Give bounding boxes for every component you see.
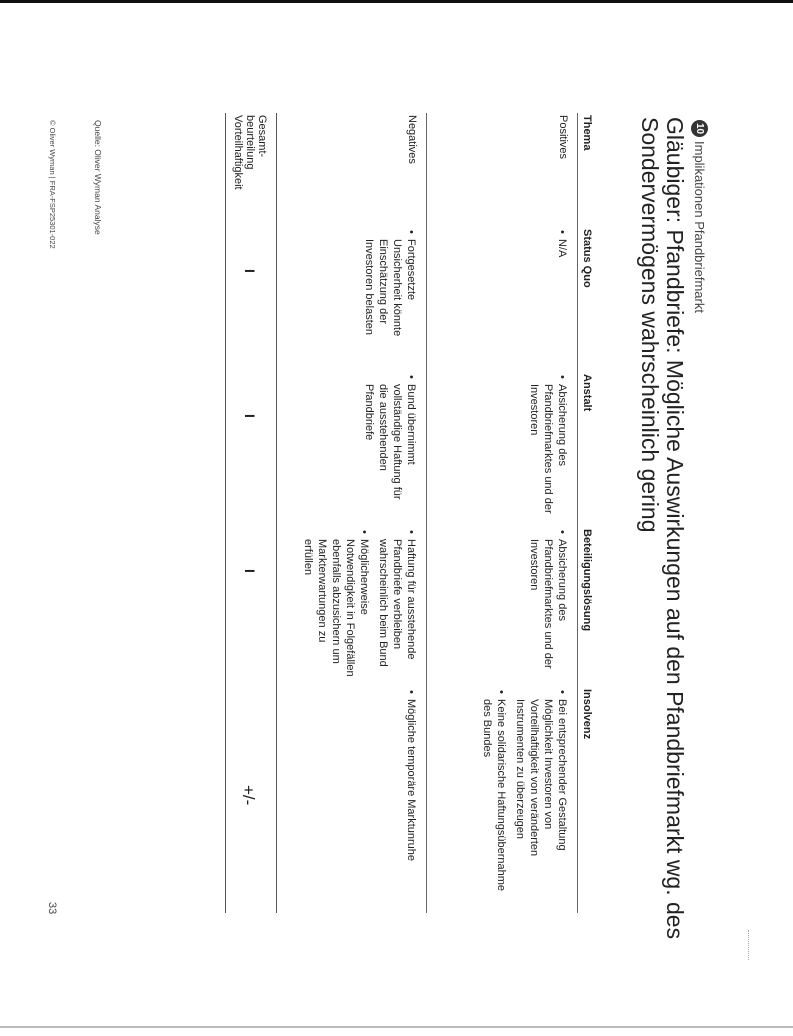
list-item: • Absicherung des Pfandbriefmarktes und der Investoren [527,539,569,677]
rating-insolvenz: +/- [225,685,277,913]
row-label-positives: Positives [557,115,569,160]
comparison-table [225,113,595,913]
list-item: • Keine solidarische Haftungsübernahme des Bundes [480,699,508,905]
list-item: • Fortgesetzte Unsicherheit könnte Einschätzung der Investoren belasten [362,239,418,362]
list-item: • Mögliche temporäre Marktunruhe [404,699,418,905]
list-item: • Bei entsprechender Gestaltung Möglichkeit Investoren von Vorteilhaftigkeit von veränderten Instrumenten zu überzeugen [513,699,569,905]
cell-negatives-beteiligungsloesung [277,525,427,685]
cell-positives-status-quo [427,225,577,370]
label-line: Vorteilhaftigkeit [232,115,244,190]
rating-beteiligungsloesung: I [225,525,277,685]
column-header-status-quo: Status Quo [577,225,595,370]
section-number-badge: 10 [691,120,708,137]
list-item: • N/A [555,239,569,362]
column-header-anstalt: Anstalt [577,370,595,525]
list-item: • Absicherung des Pfandbriefmarktes und der Investoren [527,384,569,517]
copyright-note: © Oliver Wyman | FRA-FSP25301-022 [48,120,57,249]
cell-positives-insolvenz [427,685,577,913]
label-line: Gesamt- [256,115,268,158]
page-number: 33 [46,902,58,915]
section-kicker [691,120,708,313]
column-header-beteiligungsloesung: Beteiligungslösung [577,525,595,685]
slide-title: Gläubiger: Pfandbriefe: Mögliche Auswirkungen auf den Pfandbriefmarkt wg. des Sondervermögens wahrscheinlich gering [637,117,688,940]
row-label-gesamtbeurteilung [225,113,277,225]
cell-negatives-anstalt [277,370,427,525]
cell-positives-anstalt [427,370,577,525]
source-note: Quelle: Oliver Wyman Analyse [93,120,103,235]
column-header-insolvenz: Insolvenz [577,685,595,913]
cell-negatives-insolvenz [277,685,427,913]
label-line: beurteilung [244,115,256,170]
row-label-negatives: Negatives [277,113,427,225]
column-header-thema: Thema [577,113,595,225]
list-item: • Bund übernimmt vollständige Haftung für die ausstehenden Pfandbriefe [362,384,418,517]
cell-positives-beteiligungsloesung [427,525,577,685]
list-item: • Haftung für ausstehende Pfandbriefe verbleiben wahrscheinlich beim Bund [376,539,418,677]
cell-negatives-status-quo [277,225,427,370]
rating-status-quo: I [225,225,277,370]
section-label: Implikationen Pfandbriefmarkt [692,141,707,313]
list-item: • Möglicherweise Notwendigkeit in Folgefällen ebenfalls abzusichern um Markterwartungen zu erfüllen [301,539,371,677]
rating-anstalt: I [225,370,277,525]
